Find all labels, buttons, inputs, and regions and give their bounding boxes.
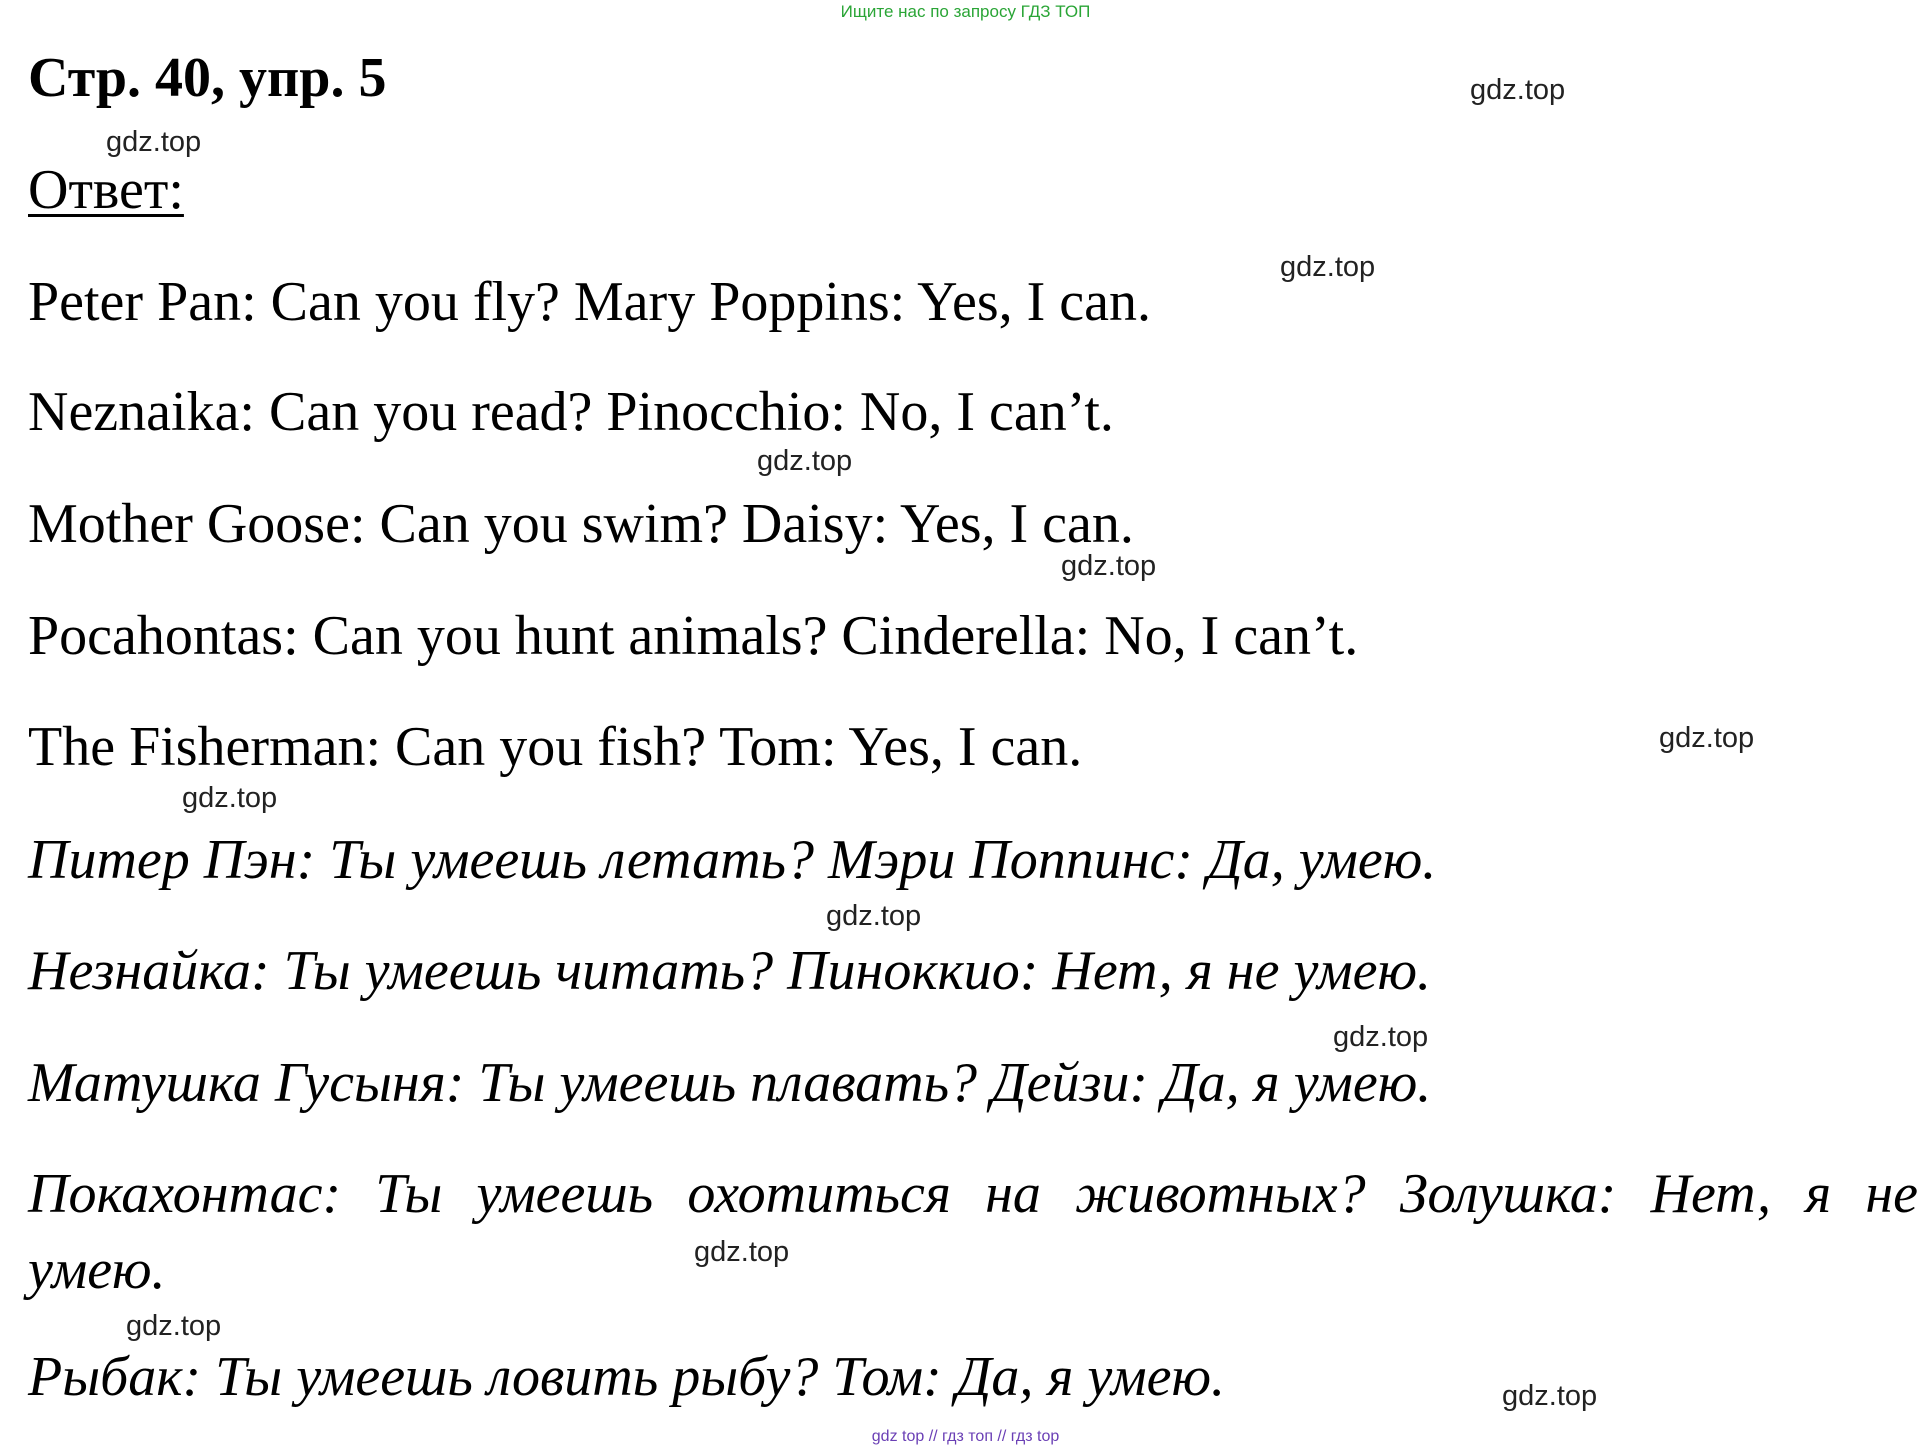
russian-line-1: Питер Пэн: Ты умеешь летать? Мэри Поппинс: Да, умею. [28, 829, 1437, 891]
english-line-5: The Fisherman: Can you fish? Tom: Yes, I can. [28, 716, 1083, 778]
english-line-4: Pocahontas: Can you hunt animals? Cinderella: No, I can’t. [28, 605, 1359, 667]
english-line-1: Peter Pan: Can you fly? Mary Poppins: Yes, I can. [28, 271, 1152, 333]
russian-line-4-word: Золушка: [1399, 1163, 1617, 1225]
russian-line-5: Рыбак: Ты умеешь ловить рыбу? Том: Да, я умею. [28, 1346, 1225, 1408]
answer-label: Ответ: [28, 159, 184, 221]
watermark: gdz.top [1502, 1380, 1598, 1412]
russian-line-4-word: не [1865, 1163, 1918, 1225]
watermark: gdz.top [1280, 251, 1376, 283]
watermark: gdz.top [126, 1310, 222, 1342]
russian-line-4-word: животных? [1075, 1163, 1366, 1225]
search-hint-banner: Ищите нас по запросу ГДЗ ТОП [840, 2, 1091, 21]
english-line-3: Mother Goose: Can you swim? Daisy: Yes, I can. [28, 493, 1134, 555]
watermark: gdz.top [1659, 722, 1755, 754]
russian-line-4-word: я [1805, 1163, 1832, 1225]
russian-line-4-word: Покахонтас: [28, 1163, 342, 1225]
russian-line-4-word: Ты [375, 1163, 443, 1225]
watermark: gdz.top [757, 445, 853, 477]
page-title: Стр. 40, упр. 5 [28, 47, 387, 109]
watermark: gdz.top [1470, 74, 1566, 106]
footer-links: gdz top // гдз топ // гдз top [871, 1428, 1060, 1445]
russian-line-2: Незнайка: Ты умеешь читать? Пиноккио: Нет, я не умею. [28, 940, 1431, 1002]
watermark: gdz.top [694, 1236, 790, 1268]
russian-line-4 [28, 1162, 1918, 1226]
russian-line-4-word: Нет, [1650, 1163, 1771, 1225]
english-line-2: Neznaika: Can you read? Pinocchio: No, I can’t. [28, 381, 1114, 443]
russian-line-4-word: на [985, 1163, 1041, 1225]
watermark: gdz.top [106, 126, 202, 158]
russian-line-3: Матушка Гусыня: Ты умеешь плавать? Дейзи: Да, я умею. [28, 1052, 1432, 1114]
russian-line-4-continuation: умею. [28, 1239, 166, 1301]
watermark: gdz.top [1333, 1021, 1429, 1053]
watermark: gdz.top [1061, 550, 1157, 582]
russian-line-4-word: охотиться [687, 1163, 951, 1225]
watermark: gdz.top [182, 782, 278, 814]
russian-line-4-word: умеешь [476, 1163, 654, 1225]
watermark: gdz.top [826, 900, 922, 932]
